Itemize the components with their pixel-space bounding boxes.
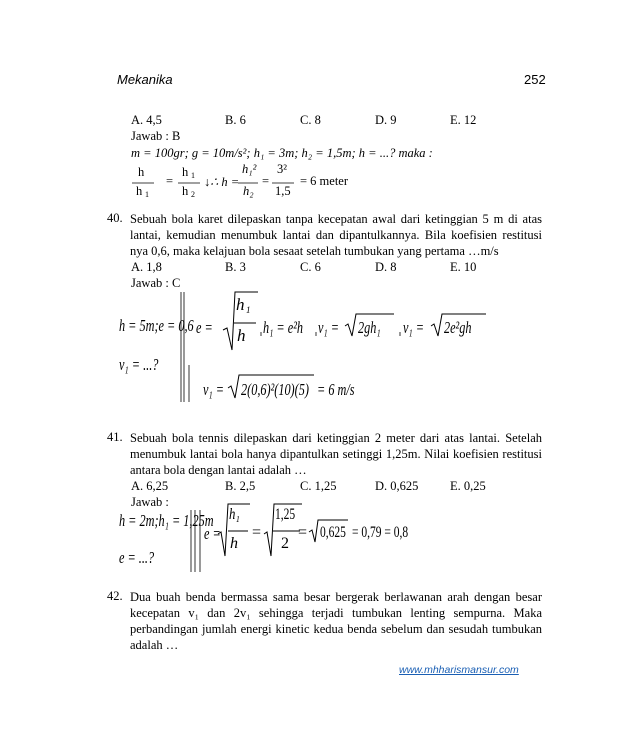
sqrt-den-h: h [237,326,246,345]
option-e: E. 10 [450,260,477,274]
result-meter: = 6 meter [300,174,349,188]
equals-sign-2: = [252,524,262,541]
frac-mid-bot-sub: 2 [191,190,195,199]
sqrt-den-2: 2 [281,535,289,552]
option-d: D. 8 [375,260,397,274]
option-d: D. 9 [375,113,397,127]
sqrt-num-h1-sub: 1 [246,305,251,315]
frac-lhs-bot-sub: 1 [145,190,149,199]
e-equals: e = [204,524,221,543]
q40-answer: Jawab : C [131,276,181,290]
frac-mid-bot: h [182,184,189,198]
given-h-h1: h = 2m;h₁ = 1,25m [119,511,214,530]
q41-text: Sebuah bola tennis dilepaskan dari ketinggian 2 meter dari atas lantai. Setelah menumbuk lantai bola hanya dipantulkan setinggi 1,25m. Nilai koefisien restitusi antara bola dengan lantai adalah … [130,431,542,477]
option-e: E. 0,25 [450,479,486,493]
option-a: A. 4,5 [131,113,162,127]
sqrt-den-h: h [230,535,238,552]
given-h-e: h = 5m;e = 0,6 [119,316,194,335]
v1-equals-2: v₁ = [403,318,425,337]
therefore-arrow: ↓∴ h = [204,175,240,189]
option-c: C. 6 [300,260,321,274]
e-equals: e = [196,318,213,337]
page-number: 252 [524,72,546,87]
result-0-8: = 0,79 = 0,8 [352,524,409,541]
running-header-title: Mekanika [117,72,173,87]
frac-lhs-top: h [138,165,145,179]
equals-sign: = [166,174,174,188]
frac-h2: h₂ [243,184,254,198]
given-v1: v₁ = ...? [119,355,159,374]
option-e: E. 12 [450,113,477,127]
option-d: D. 0,625 [375,479,419,493]
radicand-2gh1: 2gh₁ [358,318,381,337]
q42-text: Dua buah benda bermassa sama besar bergerak berlawanan arah dengan besar kecepatan v₁ dan 2v₁ sehingga terjadi tumbukan lenting sempurna. Maka perbandingan jumlah energi kinetic kedua benda sebelum dan sesudah tumbukan adalah … [130,590,542,652]
result-6ms: = 6 m/s [317,380,355,399]
option-c: C. 1,25 [300,479,337,493]
option-a: A. 6,25 [131,479,169,493]
radicand-numeric: 2(0,6)²(10)(5) [241,380,309,399]
q42-number: 42. [107,589,123,603]
option-b: B. 3 [225,260,246,274]
frac-1-5: 1,5 [275,184,291,198]
frac-mid-top-sub: 1 [191,171,195,180]
option-b: B. 6 [225,113,246,127]
frac-lhs-bot: h [136,184,143,198]
footer-website-link[interactable]: www.mhharismansur.com [399,664,519,676]
sqrt-num-h1: h₁ [229,506,240,523]
option-b: B. 2,5 [225,479,256,493]
sqrt-num-125: 1,25 [275,506,296,523]
q40-text: Sebuah bola karet dilepaskan tanpa kecepatan awal dari ketinggian 5 m di atas lantai, kemudian menumbuk lantai dan dipantulkannya. Bila koefisien restitusi nya 0,6, maka kelajuan bola sesaat setelah tumbukan yang pertama …m/s [130,212,542,258]
h1-equals-e2h: h₁ = e²h [263,318,303,337]
option-c: C. 8 [300,113,321,127]
q41-answer: Jawab : [131,495,169,509]
frac-3sq: 3² [277,162,287,176]
q39-answer: Jawab : B [131,129,181,143]
equals-sign: = [262,174,270,188]
q40-number: 40. [107,211,123,225]
q41-number: 41. [107,430,123,444]
given-e: e = ...? [119,548,155,567]
v1-equals: v₁ = [318,318,340,337]
radicand-2e2gh: 2e²gh [444,318,472,337]
q39-given: m = 100gr; g = 10m/s²; h₁ = 3m; h₂ = 1,5m; h = ...? maka : [131,146,433,160]
sqrt-num-h1: h [236,295,245,314]
v1-equals-3: v₁ = [203,380,225,399]
frac-h1sq: h₁² [242,162,257,176]
equals-sign-3: = [298,524,308,541]
radicand-0625: 0,625 [320,524,346,541]
frac-mid-top: h [182,165,189,179]
option-a: A. 1,8 [131,260,162,274]
